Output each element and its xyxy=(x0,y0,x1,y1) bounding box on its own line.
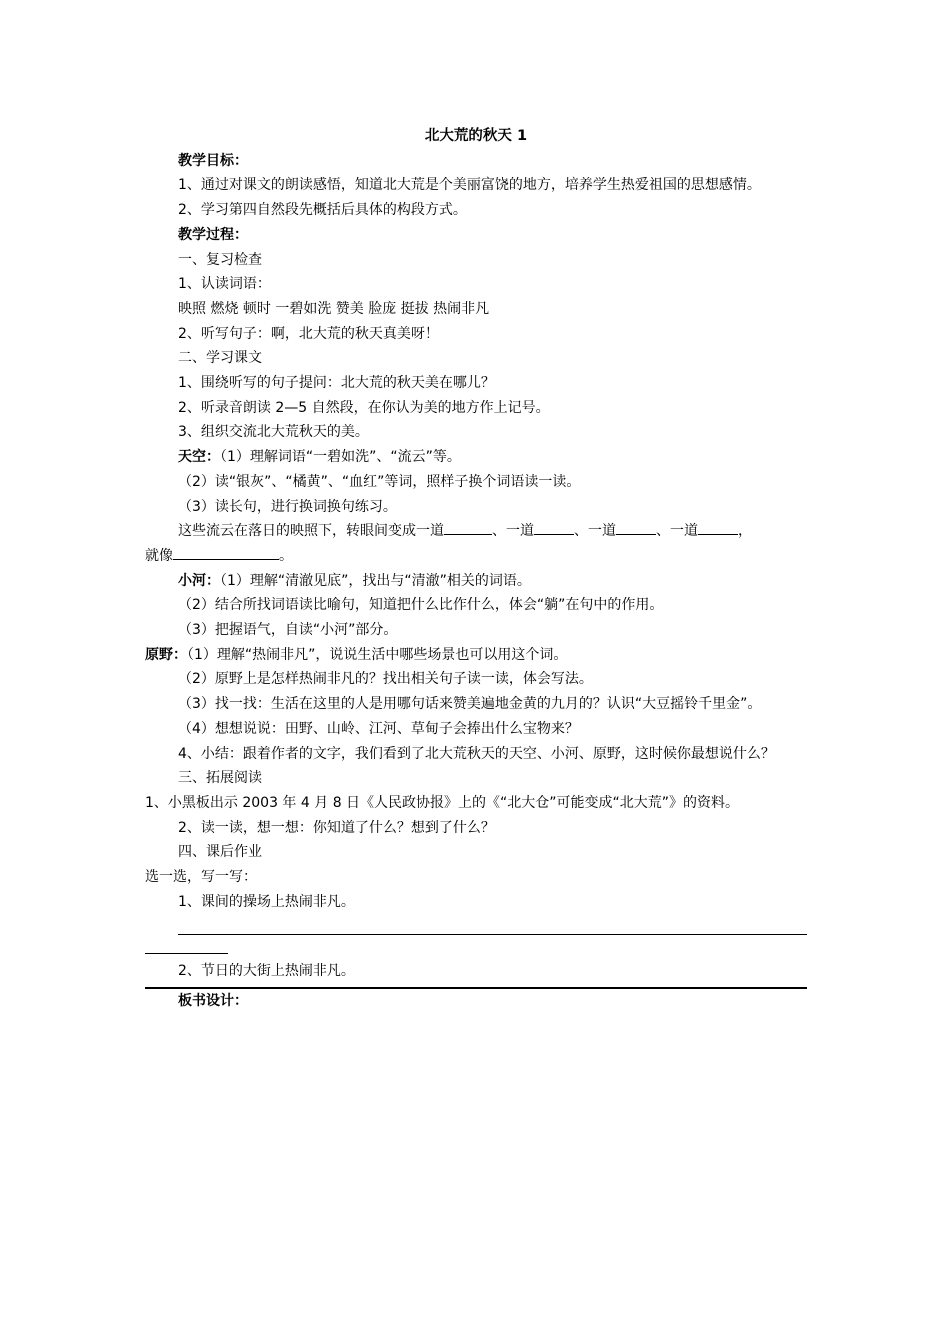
river-item-1: （1）理解“清澈见底”，找出与“清澈”相关的词语。 xyxy=(220,572,531,589)
field-label: 原野： xyxy=(145,646,187,663)
fill-text-c: 。 xyxy=(279,547,293,564)
document-title: 北大荒的秋天 1 xyxy=(424,128,528,144)
field-item-3: （3）找一找：生活在这里的人是用哪句话来赞美遍地金黄的九月的？认识“大豆摇铃千里金”。 xyxy=(178,696,762,713)
fill-sep-3: 、一道 xyxy=(656,523,698,540)
river-item-2: （2）结合所找词语读比喻句，知道把什么比作什么，体会“躺”在句中的作用。 xyxy=(178,597,664,614)
section-2-item-1: 1、围绕听写的句子提问：北大荒的秋天美在哪儿？ xyxy=(178,375,495,392)
fill-blank-1[interactable] xyxy=(444,519,492,535)
summary: 4、小结：跟着作者的文字，我们看到了北大荒秋天的天空、小河、原野，这时候你最想说什么？ xyxy=(178,745,775,762)
sky-item-3: （3）读长句，进行换词换句练习。 xyxy=(178,498,397,515)
goal-2: 2、学习第四自然段先概括后具体的构段方式。 xyxy=(178,202,467,219)
answer-line-1-continuation[interactable] xyxy=(145,935,228,954)
process-heading: 教学过程： xyxy=(178,226,248,243)
section-4-item-1: 1、课间的操场上热闹非凡。 xyxy=(178,893,355,910)
section-1-item-1: 1、认读词语： xyxy=(178,276,271,293)
fill-text-b: 就像 xyxy=(145,547,173,564)
field-paragraph xyxy=(145,643,807,668)
field-item-2: （2）原野上是怎样热闹非凡的？找出相关句子读一读，体会写法。 xyxy=(178,671,593,688)
section-2-heading: 二、学习课文 xyxy=(178,350,262,367)
fill-blank-2[interactable] xyxy=(534,519,574,535)
section-2-item-2: 2、听录音朗读 2—5 自然段，在你认为美的地方作上记号。 xyxy=(178,399,550,416)
section-1-item-2: 2、听写句子：啊，北大荒的秋天真美呀！ xyxy=(178,325,439,342)
answer-line-1[interactable] xyxy=(178,915,807,935)
goal-1: 1、通过对课文的朗读感悟，知道北大荒是个美丽富饶的地方，培养学生热爱祖国的思想感情。 xyxy=(178,177,761,194)
fill-text-end: ， xyxy=(738,523,752,540)
sky-item-2: （2）读“银灰”、“橘黄”、“血红”等词，照样子换个词语读一读。 xyxy=(178,473,581,490)
section-4-item-2: 2、节日的大街上热闹非凡。 xyxy=(178,962,355,979)
fill-blank-4[interactable] xyxy=(698,519,738,535)
section-2-item-3: 3、组织交流北大荒秋天的美。 xyxy=(178,424,369,441)
river-item-3: （3）把握语气，自读“小河”部分。 xyxy=(178,622,398,639)
sky-paragraph xyxy=(145,445,807,470)
field-item-4: （4）想想说说：田野、山岭、江河、草甸子会捧出什么宝物来？ xyxy=(178,720,579,737)
fill-sep-1: 、一道 xyxy=(492,523,534,540)
section-3-item-1: 1、小黑板出示 2003 年 4 月 8 日《人民政协报》上的《“北大仓”可能变成“北大荒”》的资料。 xyxy=(145,794,740,811)
river-paragraph xyxy=(145,569,807,594)
section-3-heading: 三、拓展阅读 xyxy=(178,770,262,787)
fill-text-a: 这些流云在落日的映照下，转眼间变成一道 xyxy=(178,523,444,540)
fill-sep-2: 、一道 xyxy=(574,523,616,540)
document-page xyxy=(145,124,807,1014)
fill-blank-5[interactable] xyxy=(173,544,279,560)
fill-blank-line-2 xyxy=(145,544,807,569)
section-4-intro: 选一选，写一写： xyxy=(145,869,257,886)
goals-heading: 教学目标： xyxy=(178,152,248,169)
board-design-heading: 板书设计： xyxy=(178,993,248,1010)
field-item-1: （1）理解“热闹非凡”，说说生活中哪些场景也可以用这个词。 xyxy=(187,646,568,663)
fill-blank-3[interactable] xyxy=(616,519,656,535)
section-1-words: 映照 燃烧 顿时 一碧如洗 赞美 脸庞 挺拔 热闹非凡 xyxy=(178,300,490,317)
sky-label: 天空： xyxy=(178,449,220,466)
fill-blank-sentence xyxy=(145,519,807,544)
section-1-heading: 一、复习检查 xyxy=(178,251,262,268)
river-label: 小河： xyxy=(178,572,220,589)
section-4-heading: 四、课后作业 xyxy=(178,844,262,861)
section-3-item-2: 2、读一读，想一想：你知道了什么？想到了什么？ xyxy=(178,819,495,836)
sky-item-1: （1）理解词语“一碧如洗”、“流云”等。 xyxy=(220,449,461,466)
